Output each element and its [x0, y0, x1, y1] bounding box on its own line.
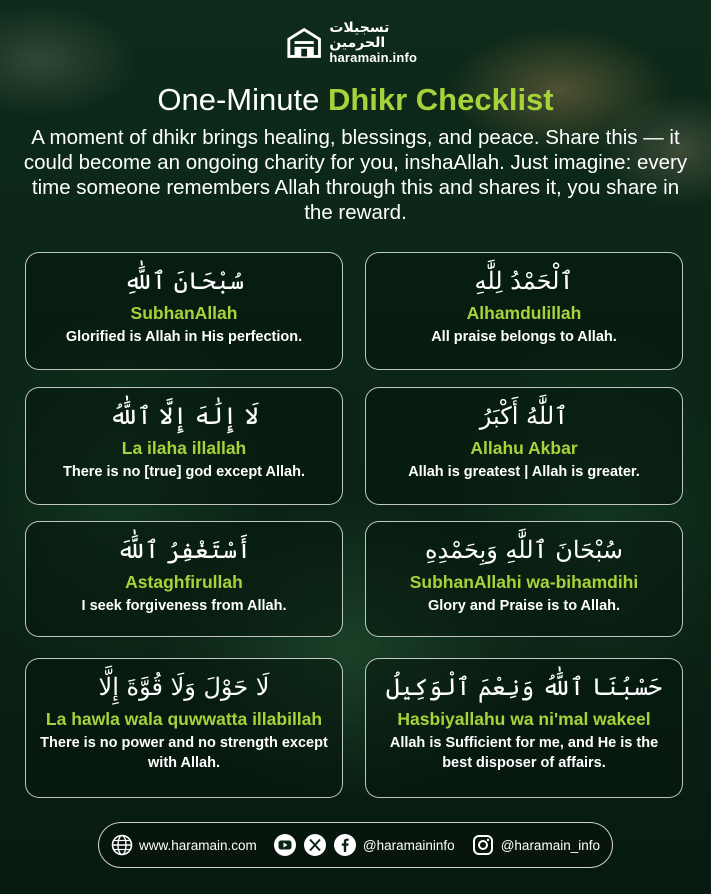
dhikr-card [365, 252, 683, 370]
dhikr-card [25, 521, 343, 637]
dhikr-meaning: I seek forgiveness from Allah. [81, 598, 287, 614]
facebook-icon[interactable] [333, 833, 357, 857]
title-accent: Dhikr Checklist [327, 82, 554, 117]
logo-latin-text: haramain.info [329, 49, 418, 65]
instagram-handle[interactable]: @haramain_info [500, 837, 600, 853]
dhikr-transliteration: Alhamdulillah [466, 303, 582, 323]
instagram-icon[interactable] [471, 833, 495, 857]
social-handle[interactable]: @haramaininfo [362, 837, 455, 853]
dhikr-transliteration: La hawla wala quwwatta illabillah [45, 709, 323, 729]
page-title [0, 80, 711, 120]
social-footer [98, 822, 613, 868]
dhikr-transliteration: Astaghfirullah [125, 572, 243, 592]
title-plain: One-Minute [157, 82, 328, 117]
dhikr-arabic: ٱللَّٰهُ أَكْبَرُ [479, 402, 569, 430]
dhikr-meaning: Glorified is Allah in His perfection. [65, 329, 303, 345]
dhikr-arabic: أَسْتَغْفِرُ ٱللَّٰهَ [116, 536, 252, 564]
dhikr-meaning: All praise belongs to Allah. [431, 329, 617, 345]
dhikr-meaning: There is no power and no strength except with Allah. [40, 735, 328, 771]
dhikr-transliteration: Allahu Akbar [470, 438, 578, 458]
dhikr-arabic: لَا إِلَٰهَ إِلَّا ٱللَّٰهُ [109, 402, 259, 430]
dhikr-card [25, 658, 343, 798]
dhikr-card [365, 387, 683, 505]
intro-paragraph: A moment of dhikr brings healing, blessings, and peace. Share this — it could become an ongoing charity for you, inshaAllah. Just imagine: every time someone remembers Allah through this and shares it, you share in the reward. [23, 126, 688, 224]
dhikr-arabic: ٱلْحَمْدُ لِلَّٰهِ [474, 267, 574, 295]
logo-arabic-text: تسجيلات الحرمين [329, 20, 390, 52]
dhikr-transliteration: SubhanAllah [130, 303, 238, 323]
dhikr-transliteration: La ilaha illallah [121, 438, 247, 458]
x-icon[interactable] [303, 833, 327, 857]
dhikr-arabic: لَا حَوْلَ وَلَا قُوَّةَ إِلَّا [98, 673, 270, 701]
brand-logo [285, 20, 445, 66]
dhikr-arabic: سُبْحَانَ ٱللَّٰهِ [123, 267, 245, 295]
dhikr-meaning: Allah is Sufficient for me, and He is the best disposer of affairs. [389, 735, 659, 771]
dhikr-transliteration: SubhanAllahi wa-bihamdihi [409, 572, 639, 592]
kaaba-logo-icon [285, 23, 323, 63]
dhikr-card [25, 252, 343, 370]
dhikr-meaning: There is no [true] god except Allah. [63, 464, 305, 480]
dhikr-arabic: حَسْبُنَا ٱللَّٰهُ وَنِعْمَ ٱلْوَكِيلُ [385, 673, 662, 701]
dhikr-card [365, 658, 683, 798]
website-link[interactable]: www.haramain.com [139, 837, 257, 853]
dhikr-arabic: سُبْحَانَ ٱللَّٰهِ وَبِحَمْدِهِ [424, 536, 624, 564]
dhikr-transliteration: Hasbiyallahu wa ni'mal wakeel [397, 709, 651, 729]
dhikr-card [25, 387, 343, 505]
globe-icon[interactable] [111, 833, 133, 857]
youtube-icon[interactable] [273, 833, 297, 857]
dhikr-meaning: Glory and Praise is to Allah. [427, 598, 621, 614]
dhikr-meaning: Allah is greatest | Allah is greater. [408, 464, 640, 480]
dhikr-card [365, 521, 683, 637]
